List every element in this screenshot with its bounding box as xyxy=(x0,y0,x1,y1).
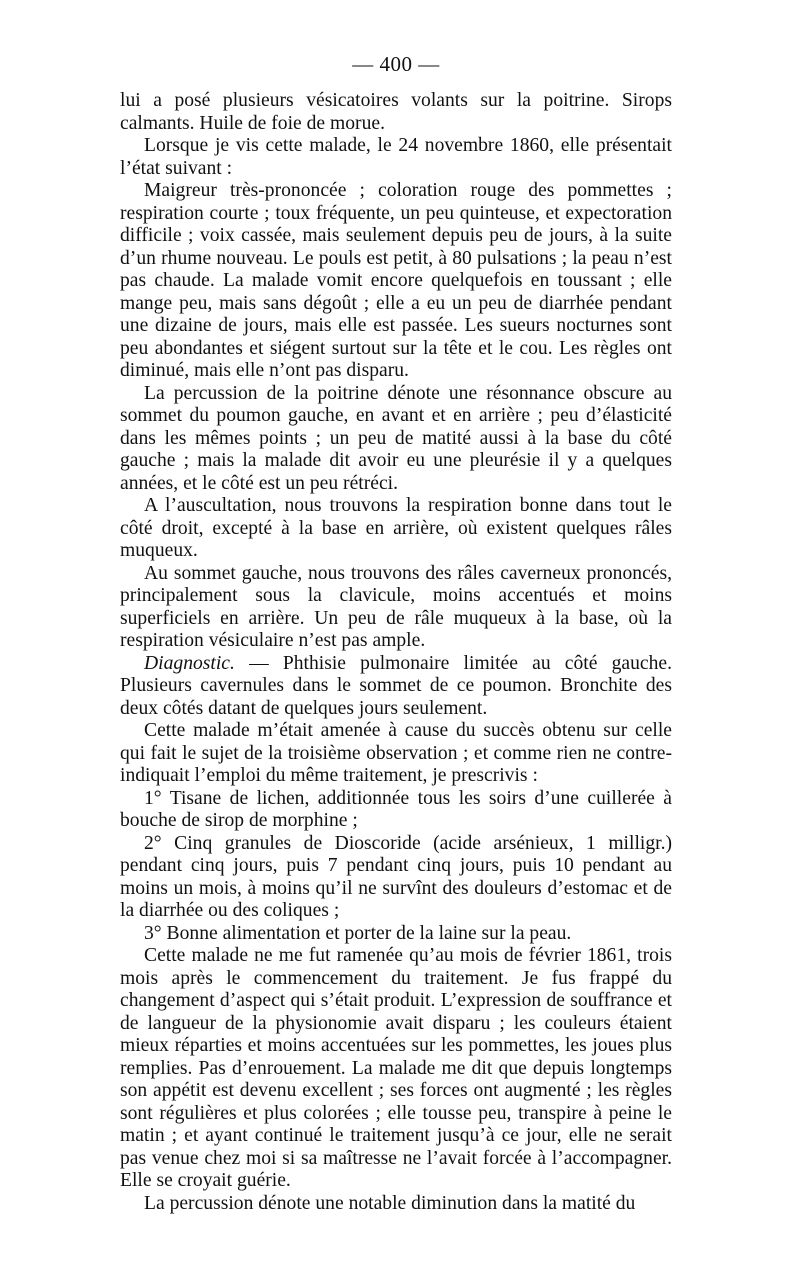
paragraph-3: Maigreur très-prononcée ; coloration rouge des pommettes ; respiration courte ; toux fréquente, un peu quinteuse, et expectoration difficile ; voix cassée, mais seulement depuis peu de jours, à la suite d’un rhume nouveau. Le pouls est petit, à 80 pulsations ; la peau n’est pas chaude. La malade vomit encore quelquefois en toussant ; elle mange peu, mais sans dégoût ; elle a eu un peu de diarrhée pendant une dizaine de jours, mais elle est passée. Les sueurs nocturnes sont peu abondantes et siégent surtout sur la tête et le cou. Les règles ont diminué, mais elle n’ont pas disparu. xyxy=(120,180,672,381)
prescription-item-2: 2° Cinq granules de Dioscoride (acide arsénieux, 1 milligr.) pendant cinq jours, puis 7 pendant cinq jours, puis 10 pendant au moins un mois, à moins qu’il ne survînt des douleurs d’estomac et de la diarrhée ou des coliques ; xyxy=(120,832,672,921)
paragraph-12: Cette malade ne me fut ramenée qu’au mois de février 1861, trois mois après le commencement du traitement. Je fus frappé du changement d’aspect qui s’était produit. L’expression de souffrance et de langueur de la physionomie avait disparu ; les couleurs étaient mieux réparties et moins accentuées sur les pommettes, les joues plus remplies. Pas d’enrouement. La malade me dit que depuis longtemps son appétit est devenu excellent ; ses forces ont augmenté ; les règles sont régulières et plus colorées ; elle tousse peu, transpire à peine le matin ; et ayant continué le traitement jusqu’à ce jour, elle ne serait pas venue chez moi si sa maîtresse ne l’avait forcée à l’accompagner. Elle se croyait guérie. xyxy=(120,945,672,1191)
paragraph-6: Au sommet gauche, nous trouvons des râles caverneux prononcés, principalement sous la clavicule, moins accentués et moins superficiels en arrière. Un peu de râle muqueux à la base, où la respiration vésiculaire n’est pas ample. xyxy=(120,562,672,651)
book-page xyxy=(120,52,672,1215)
paragraph-diagnostic xyxy=(120,653,672,721)
diagnostic-heading: Diagnostic. xyxy=(144,652,235,674)
paragraph-8: Cette malade m’était amenée à cause du succès obtenu sur celle qui fait le sujet de la troisième observation ; et comme rien ne contre-indiquait l’emploi du même traitement, je prescrivis : xyxy=(120,720,672,786)
paragraph-4: La percussion de la poitrine dénote une résonnance obscure au sommet du poumon gauche, en avant et en arrière ; peu d’élasticité dans les mêmes points ; un peu de matité aussi à la base du côté gauche ; mais la malade dit avoir eu une pleurésie il y a quelques années, et le côté est un peu rétréci. xyxy=(120,382,672,494)
paragraph-1: lui a posé plusieurs vésicatoires volants sur la poitrine. Sirops calmants. Huile de foie de morue. xyxy=(120,90,672,134)
paragraph-2: Lorsque je vis cette malade, le 24 novembre 1860, elle présentait l’état suivant : xyxy=(120,135,672,179)
prescription-item-1: 1° Tisane de lichen, additionnée tous les soirs d’une cuillerée à bouche de sirop de morphine ; xyxy=(120,787,672,831)
page-number: — 400 — xyxy=(352,52,440,76)
paragraph-13: La percussion dénote une notable diminution dans la matité du xyxy=(144,1192,636,1214)
paragraph-5: A l’auscultation, nous trouvons la respiration bonne dans tout le côté droit, excepté à la base en arrière, où existent quelques râles muqueux. xyxy=(120,495,672,561)
prescription-item-3: 3° Bonne alimentation et porter de la laine sur la peau. xyxy=(144,922,572,944)
diagnostic-text: — Phthisie pulmonaire limitée au côté gauche. Plusieurs cavernules dans le sommet de ce poumon. Bronchite des deux côtés datant de quelques jours seulement. xyxy=(120,652,672,719)
